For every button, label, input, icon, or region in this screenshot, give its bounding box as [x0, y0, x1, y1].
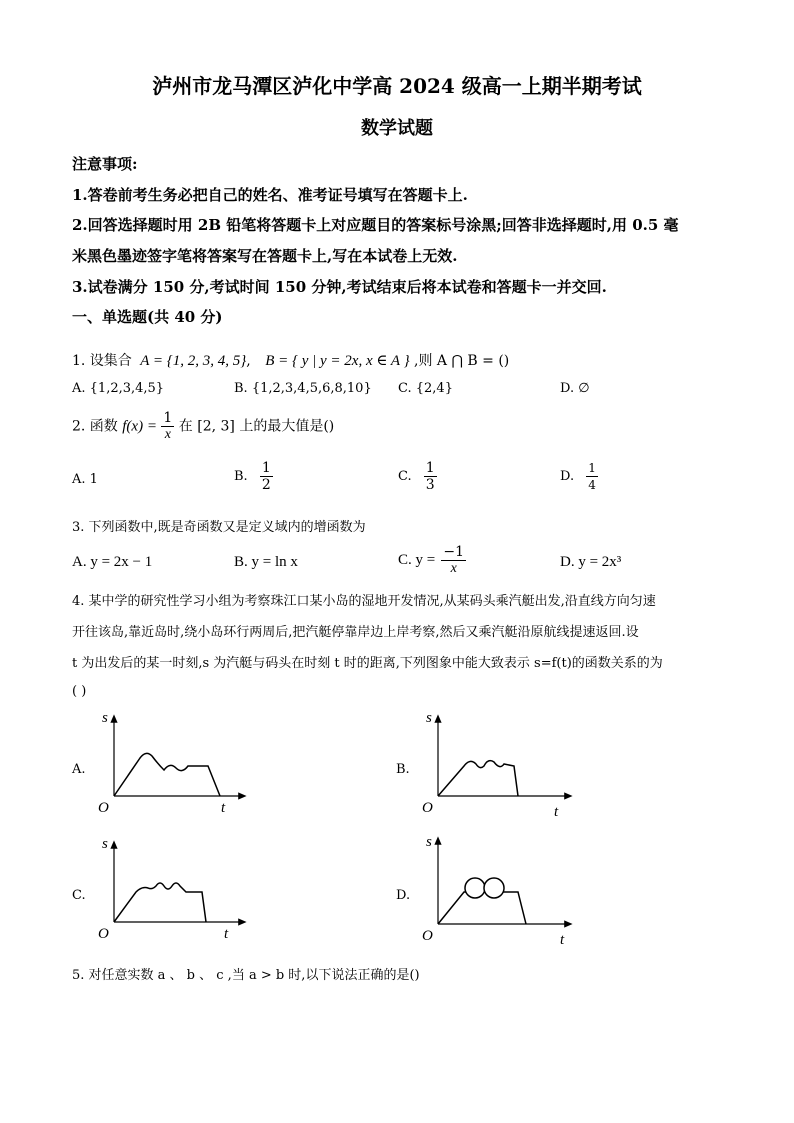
q4-line-1: 4. 某中学的研究性学习小组为考察珠江口某小岛的湿地开发情况,从某码头乘汽艇出发,沿直线方向匀速: [72, 594, 656, 609]
q1-option-c: C. {2,4}: [398, 381, 453, 396]
graph-d-origin: O: [422, 928, 433, 944]
graph-c-label: C.: [72, 888, 86, 903]
notice-heading: 注意事项:: [72, 155, 138, 173]
q2-prefix: 2. 函数: [72, 418, 118, 435]
q4-line-2: 开往该岛,靠近岛时,绕小岛环行两周后,把汽艇停靠岸边上岸考察,然后又乘汽艇沿原航线提速返回.设: [72, 625, 639, 640]
q3-option-c: C. y = $\frac{-1}{x}$: [398, 544, 464, 576]
graph-d-loop-1: [465, 878, 485, 898]
q2-option-b: B. $\frac{1}{2}$: [234, 460, 271, 493]
graph-b-label: B.: [396, 762, 410, 777]
graph-b-curve: [438, 761, 518, 796]
q1-option-d: D. ∅: [560, 381, 590, 396]
graph-d-loop-2: [484, 878, 504, 898]
q2-option-c: C. $\frac{1}{3}$: [398, 460, 435, 493]
graph-b-ylabel: s: [426, 710, 432, 726]
notice-line-1: 1.答卷前考生务必把自己的姓名、准考证号填写在答题卡上.: [72, 186, 468, 204]
q4-line-4: ( ): [72, 684, 87, 699]
q1-option-a: A. {1,2,3,4,5}: [72, 381, 165, 396]
graph-b-origin: O: [422, 800, 433, 816]
notice-line-2b: 米黑色墨迹签字笔将答案写在答题卡上,写在本试卷上无效.: [72, 247, 458, 265]
graph-c-ylabel: s: [102, 836, 108, 852]
graph-a-ylabel: s: [102, 710, 108, 726]
graph-a-xlabel: t: [221, 800, 226, 816]
notice-line-2a: 2.回答选择题时用 2B 铅笔将答题卡上对应题目的答案标号涂黑;回答非选择题时,用 0.5 毫: [72, 216, 679, 234]
graph-b-xlabel: t: [554, 804, 559, 820]
q3-option-a: A. y = 2x − 1: [72, 554, 153, 570]
q1-suffix: ,则 A ⋂ B = (): [414, 353, 510, 369]
q2-interval: 在 [2, 3] 上的最大值是(): [178, 418, 335, 435]
q3-stem: 3. 下列函数中,既是奇函数又是定义域内的增函数为: [72, 520, 366, 535]
question-1: [72, 350, 509, 370]
q2-fraction: $\frac{1}{x}$: [163, 410, 173, 442]
q1-option-b: B. {1,2,3,4,5,6,8,10}: [234, 381, 372, 396]
graph-d-xlabel: t: [560, 932, 565, 948]
graph-d-ylabel: s: [426, 834, 432, 850]
q1-set-a: A = {1, 2, 3, 4, 5}: [140, 353, 247, 369]
q1-set-b: B = { y | y = 2x, x ∈ A }: [265, 353, 410, 369]
graph-a: [88, 708, 248, 828]
q3-option-d: D. y = 2x³: [560, 554, 622, 570]
q5-stem: 5. 对任意实数 a 、 b 、 c ,当 a > b 时,以下说法正确的是(): [72, 968, 420, 983]
graph-c-origin: O: [98, 926, 109, 942]
graph-d-curve: [438, 892, 526, 924]
q2-option-a: A. 1: [72, 472, 98, 487]
graph-a-origin: O: [98, 800, 109, 816]
q3-option-b: B. y = ln x: [234, 554, 298, 570]
q4-line-3: t 为出发后的某一时刻,s 为汽艇与码头在时刻 t 时的距离,下列图象中能大致表示 s=f(t)的函数关系的为: [72, 656, 663, 671]
graph-a-label: A.: [72, 762, 86, 777]
graph-d: [414, 834, 574, 954]
q1-comma: ,: [246, 353, 251, 369]
q2-option-d: D. $\frac{1}{4}$: [560, 461, 596, 492]
q2-func: f(x) =: [122, 418, 157, 435]
graph-c-xlabel: t: [224, 926, 229, 942]
notice-line-3: 3.试卷满分 150 分,考试时间 150 分钟,考试结束后将本试卷和答题卡一并交回.: [72, 278, 607, 296]
graph-d-label: D.: [396, 888, 411, 903]
question-2: [72, 410, 334, 443]
section-heading: 一、单选题(共 40 分): [72, 308, 223, 326]
exam-title: 泸州市龙马潭区泸化中学高 2024 级高一上期半期考试: [152, 74, 642, 98]
graph-a-curve: [114, 753, 220, 796]
q1-prefix: 1. 设集合: [72, 353, 132, 369]
graph-b: [414, 708, 574, 828]
graph-c-curve: [114, 883, 206, 922]
exam-subtitle: 数学试题: [361, 118, 433, 139]
graph-c: [88, 834, 248, 954]
